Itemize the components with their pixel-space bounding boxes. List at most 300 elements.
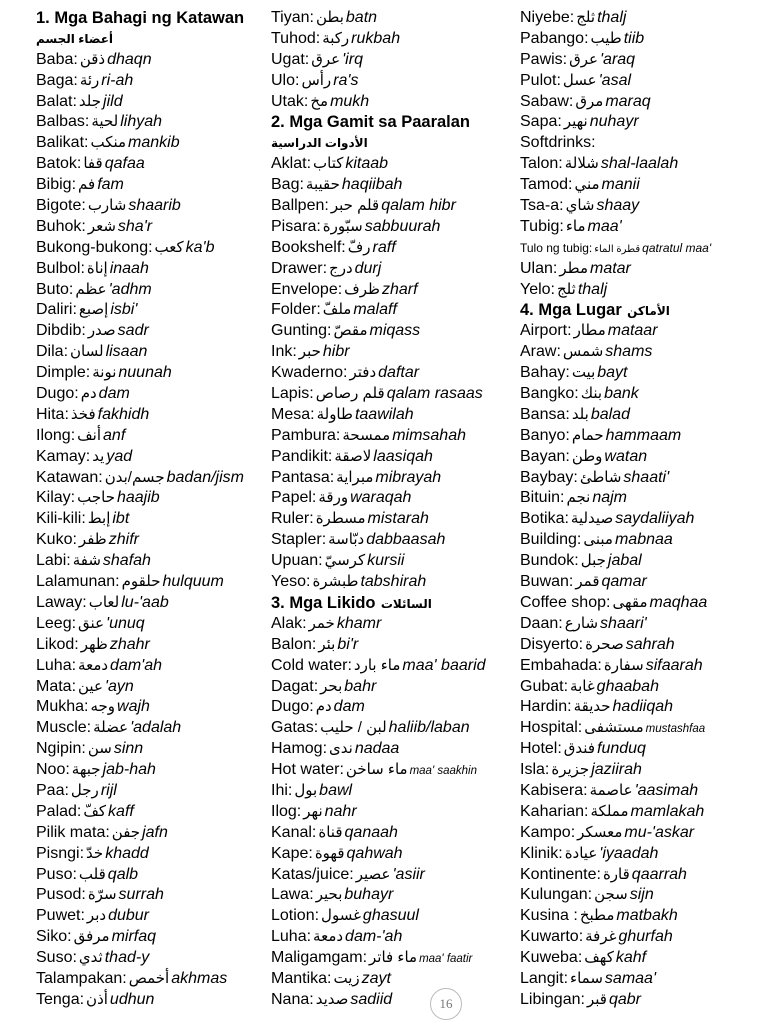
romanization: haajib (116, 489, 160, 507)
vocab-entry (271, 426, 513, 447)
romanization: khamr (336, 614, 382, 632)
arabic-term: شلالة (564, 155, 599, 173)
tagalog-term: Tulo ng tubig: (520, 240, 593, 255)
vocab-entry (520, 906, 765, 927)
arabic-term: بئر (318, 635, 336, 653)
romanization: watan (604, 447, 648, 465)
tagalog-term: Lalamunan: (36, 573, 120, 591)
romanization: hammaam (605, 426, 682, 444)
vocab-entry (271, 718, 513, 739)
tagalog-term: Pawis: (520, 50, 568, 68)
arabic-term: كتاب (313, 155, 344, 173)
tagalog-term: Katas/juice: (271, 865, 354, 883)
vocab-entry (520, 217, 765, 238)
tagalog-term: Buto: (36, 280, 74, 298)
romanization: sijn (629, 886, 654, 904)
arabic-term: مملكة (590, 802, 629, 820)
vocab-entry (36, 196, 268, 217)
arabic-term: سرّة (87, 886, 117, 904)
romanization: shafah (102, 552, 151, 570)
vocab-entry (271, 468, 513, 489)
vocab-entry (520, 781, 765, 802)
tagalog-term: Bookshelf: (271, 238, 346, 256)
vocab-entry (520, 969, 765, 990)
romanization: haqiibah (341, 176, 403, 194)
romanization: dabbaasah (366, 531, 446, 549)
vocab-entry (271, 154, 513, 175)
vocab-entry (36, 363, 268, 384)
romanization: mustashfaa (645, 723, 706, 736)
tagalog-term: Hamog: (271, 740, 328, 758)
tagalog-term: Bangko: (520, 385, 579, 403)
vocab-entry (271, 677, 513, 698)
arabic-term: حاجب (77, 489, 115, 507)
vocab-entry (520, 802, 765, 823)
romanization: qalb (107, 865, 139, 883)
romanization: shaati' (623, 468, 670, 486)
romanization: samaa' (604, 969, 656, 987)
vocab-entry (36, 656, 268, 677)
romanization: hadiiqah (612, 698, 674, 716)
vocab-entry (36, 71, 268, 92)
vocab-entry (271, 342, 513, 363)
vocab-entry (520, 71, 765, 92)
tagalog-term: Klinik: (520, 844, 563, 862)
romanization: dam (98, 385, 130, 403)
romanization: maa' faatir (419, 953, 473, 966)
vocab-entry (36, 990, 268, 1011)
romanization: akhmas (171, 969, 228, 987)
arabic-term: ماء ساخن (345, 761, 408, 779)
section-heading (271, 593, 513, 614)
tagalog-term: Baga: (36, 71, 78, 89)
section-heading-arabic: السائلات (377, 596, 432, 611)
tagalog-term: Baba: (36, 50, 78, 68)
romanization: kahf (615, 949, 647, 967)
section-heading-text: 4. Mga Lugar (520, 301, 622, 320)
vocab-entry (271, 300, 513, 321)
arabic-term: ندى (329, 740, 353, 758)
arabic-term: مستشفى (584, 719, 644, 737)
romanization: mu-'askar (624, 823, 695, 841)
vocab-entry (36, 92, 268, 113)
arabic-term: ثدي (78, 949, 103, 967)
romanization: 'asal (598, 71, 632, 89)
tagalog-term: Mantika: (271, 969, 332, 987)
tagalog-term: Gatas: (271, 719, 319, 737)
arabic-term: شمس (562, 343, 604, 361)
section-heading-text: 3. Mga Likido (271, 593, 376, 612)
tagalog-term: Mata: (36, 677, 77, 695)
tagalog-term: Coffee shop: (520, 593, 611, 611)
arabic-term: دبر (86, 907, 107, 925)
romanization: tabshirah (360, 573, 427, 591)
arabic-term: لعاب (88, 593, 120, 611)
romanization: sabbuurah (364, 217, 441, 235)
tagalog-term: Mesa: (271, 405, 315, 423)
arabic-term: فخذ (70, 405, 96, 423)
tagalog-term: Ngipin: (36, 740, 86, 758)
arabic-term: إبط (87, 510, 111, 528)
vocab-entry (36, 50, 268, 71)
tagalog-term: Dugo: (271, 698, 314, 716)
tagalog-term: Kanal: (271, 823, 317, 841)
tagalog-term: Dugo: (36, 385, 79, 403)
tagalog-term: Ugat: (271, 50, 310, 68)
arabic-term: وطن (571, 447, 603, 465)
section-subheading-arabic: أعضاء الجسم (36, 31, 113, 46)
arabic-term: عسل (562, 71, 597, 89)
romanization: nuhayr (589, 113, 639, 131)
romanization: jab-hah (102, 761, 156, 779)
arabic-term: أذن (86, 990, 108, 1008)
arabic-term: بلد (571, 405, 589, 423)
vocab-entry (271, 50, 513, 71)
tagalog-term: Tsa-a: (520, 197, 564, 215)
tagalog-term: Dila: (36, 343, 69, 361)
tagalog-term: Building: (520, 531, 582, 549)
arabic-term: صدر (87, 322, 116, 340)
vocab-entry (520, 593, 765, 614)
tagalog-term: Ulo: (271, 71, 300, 89)
vocab-entry (36, 280, 268, 301)
tagalog-term: Leeg: (36, 614, 77, 632)
vocab-entry (520, 823, 765, 844)
romanization: laasiqah (373, 447, 433, 465)
vocab-entry (36, 614, 268, 635)
tagalog-term: Kuweba: (520, 949, 583, 967)
vocab-entry (36, 677, 268, 698)
romanization: fakhidh (97, 405, 150, 423)
vocab-entry (36, 885, 268, 906)
vocab-entry (271, 175, 513, 196)
arabic-term: قمر (575, 573, 600, 591)
arabic-term: مرق (575, 92, 604, 110)
romanization: batn (345, 9, 378, 26)
vocab-entry (271, 802, 513, 823)
tagalog-term: Luha: (36, 656, 77, 674)
arabic-term: مرفق (73, 928, 110, 946)
vocab-entry (36, 823, 268, 844)
vocab-entry (36, 969, 268, 990)
vocab-entry (36, 635, 268, 656)
arabic-term: جلد (78, 92, 102, 110)
tagalog-term: Pisngi: (36, 844, 85, 862)
tagalog-term: Tamod: (520, 176, 573, 194)
romanization: 'araq (600, 50, 636, 68)
arabic-term: مطار (573, 322, 606, 340)
vocab-entry (36, 844, 268, 865)
arabic-term: دمعة (313, 928, 344, 946)
tagalog-term: Bukong-bukong: (36, 238, 153, 256)
romanization: lihyah (120, 113, 163, 131)
arabic-term: أنف (77, 426, 102, 444)
tagalog-term: Botika: (520, 510, 569, 528)
tagalog-term: Pulot: (520, 71, 561, 89)
romanization: ghaabah (596, 677, 659, 695)
section-heading (271, 112, 513, 133)
arabic-term: مقصّ (333, 322, 368, 340)
romanization: ka'b (185, 238, 215, 256)
tagalog-term: Disyerto: (520, 635, 584, 653)
vocab-entry (520, 760, 765, 781)
arabic-term: قهوة (314, 844, 345, 862)
vocab-entry (520, 112, 765, 133)
arabic-term: درج (329, 259, 353, 277)
vocab-entry (271, 551, 513, 572)
romanization: haliib/laban (388, 719, 470, 737)
vocab-entry (271, 760, 513, 781)
tagalog-term: Balon: (271, 635, 317, 653)
romanization: badan/jism (166, 468, 244, 486)
arabic-term: مني (574, 176, 600, 194)
arabic-term: مسطرة (315, 510, 366, 528)
tagalog-term: Gubat: (520, 677, 569, 695)
arabic-term: ماء فاتر (369, 949, 418, 967)
arabic-term: حديقة (573, 698, 611, 716)
vocab-entry (271, 447, 513, 468)
arabic-term: ظفر (78, 531, 107, 549)
vocab-entry (36, 572, 268, 593)
tagalog-term: Softdrinks: (520, 134, 596, 152)
tagalog-term: Bansa: (520, 405, 570, 423)
tagalog-term: Dibdib: (36, 322, 86, 340)
tagalog-term: Pandikit: (271, 447, 333, 465)
romanization: shaari' (600, 614, 647, 632)
vocab-entry (36, 760, 268, 781)
romanization: inaah (109, 259, 149, 277)
vocab-entry (271, 865, 513, 886)
arabic-term: عين (78, 677, 103, 695)
arabic-term: سبّورة (322, 217, 363, 235)
arabic-term: يد (92, 447, 105, 465)
tagalog-term: Bag: (271, 176, 304, 194)
vocab-entry (36, 217, 268, 238)
romanization: mibrayah (375, 468, 442, 486)
romanization: rukbah (351, 29, 401, 47)
arabic-term: ماء (565, 217, 586, 235)
romanization: maa' saakhin (409, 765, 477, 778)
romanization: nadaa (354, 740, 400, 758)
vocab-entry (520, 196, 765, 217)
tagalog-term: Dagat: (271, 677, 319, 695)
tagalog-term: Hospital: (520, 719, 583, 737)
vocab-entry (520, 280, 765, 301)
vocab-entry (520, 677, 765, 698)
romanization: 'adalah (130, 719, 182, 737)
section-heading (520, 300, 765, 321)
tagalog-term: Talampakan: (36, 969, 127, 987)
section-heading-text: 1. Mga Bahagi ng Katawan (36, 9, 245, 27)
arabic-term: حبر (298, 343, 321, 361)
romanization: ra's (333, 71, 359, 89)
vocab-entry (271, 92, 513, 113)
vocab-entry (271, 969, 513, 990)
arabic-term: طبشرة (312, 573, 359, 591)
arabic-term: غسول (321, 907, 361, 925)
arabic-term: دفتر (349, 364, 377, 382)
arabic-term: نهر (303, 802, 323, 820)
romanization: nahr (324, 802, 357, 820)
arabic-term: سن (87, 740, 112, 758)
arabic-term: قفا (83, 155, 103, 173)
romanization: kitaab (345, 155, 389, 173)
romanization: jaziirah (591, 761, 642, 779)
arabic-term: قلب (78, 865, 106, 883)
arabic-term: بنك (580, 385, 603, 403)
romanization: taawilah (354, 405, 414, 423)
romanization: manii (601, 176, 640, 194)
romanization: dam'ah (110, 656, 163, 674)
vocab-entry (36, 718, 268, 739)
tagalog-term: Isla: (520, 761, 550, 779)
tagalog-term: Kampo: (520, 823, 576, 841)
arabic-term: ثلج (576, 9, 596, 26)
romanization: wajh (117, 698, 150, 716)
romanization: qatratul maa' (642, 240, 712, 255)
tagalog-term: Folder: (271, 301, 321, 319)
romanization: bayt (597, 364, 628, 382)
romanization: jild (103, 92, 123, 110)
tagalog-term: Tubig: (520, 217, 564, 235)
arabic-term: لبن / حليب (320, 719, 387, 737)
tagalog-term: Daliri: (36, 301, 77, 319)
arabic-term: شارب (87, 197, 127, 215)
arabic-term: ثلج (557, 280, 576, 298)
arabic-term: ماء بارد (353, 656, 401, 674)
tagalog-term: Upuan: (271, 552, 323, 570)
tagalog-term: Lotion: (271, 907, 320, 925)
vocab-entry (36, 342, 268, 363)
tagalog-term: Bahay: (520, 364, 570, 382)
romanization: funduq (597, 740, 646, 758)
romanization: kursii (367, 552, 405, 570)
tagalog-term: Ihi: (271, 781, 293, 799)
romanization: lu-'aab (121, 593, 169, 611)
tagalog-term: Kaharian: (520, 802, 589, 820)
tagalog-term: Baybay: (520, 468, 578, 486)
arabic-term: ركبة (322, 29, 350, 47)
column-3 (520, 8, 765, 1011)
tagalog-term: Pilik mata: (36, 823, 110, 841)
arabic-term: فم (78, 176, 96, 194)
vocab-entry (271, 196, 513, 217)
tagalog-term: Ink: (271, 343, 297, 361)
tagalog-term: Kuwarto: (520, 928, 584, 946)
tagalog-term: Yelo: (520, 280, 555, 298)
tagalog-term: Utak: (271, 92, 309, 110)
romanization: maa' baarid (402, 656, 486, 674)
romanization: thalj (577, 280, 608, 298)
page-number: 16 (430, 988, 462, 1020)
tagalog-term: Yeso: (271, 573, 311, 591)
arabic-term: لحية (91, 113, 119, 131)
arabic-term: دم (315, 698, 332, 716)
tagalog-term: Lapis: (271, 385, 314, 403)
tagalog-term: Kulungan: (520, 886, 593, 904)
vocab-entry (520, 154, 765, 175)
vocab-entry (36, 781, 268, 802)
tagalog-term: Cold water: (271, 656, 352, 674)
arabic-term: عرق (569, 50, 598, 68)
vocab-entry (271, 885, 513, 906)
romanization: maraq (605, 92, 651, 110)
tagalog-term: Ilong: (36, 426, 76, 444)
arabic-term: لسان (70, 343, 104, 361)
arabic-term: مقهى (612, 593, 648, 611)
vocab-entry (271, 948, 513, 969)
romanization: dam (333, 698, 365, 716)
vocab-entry (36, 154, 268, 175)
romanization: 'iyaadah (599, 844, 659, 862)
arabic-term: كهف (584, 949, 614, 967)
romanization: khadd (105, 844, 149, 862)
romanization: sahrah (625, 635, 675, 653)
vocab-entry (271, 739, 513, 760)
arabic-term: كعب (154, 238, 184, 256)
romanization: hulquum (162, 573, 224, 591)
romanization: matbakh (616, 907, 678, 925)
romanization: qaarrah (631, 865, 687, 883)
arabic-term: قلم حبر (330, 197, 380, 215)
vocab-entry (36, 551, 268, 572)
arabic-term: دبّاسة (328, 531, 365, 549)
tagalog-term: Katawan: (36, 468, 103, 486)
tagalog-term: Gunting: (271, 322, 332, 340)
vocab-entry (520, 175, 765, 196)
romanization: 'asiir (392, 865, 425, 883)
romanization: sha'r (117, 217, 153, 235)
arabic-term: شاطئ (579, 468, 622, 486)
tagalog-term: Hotel: (520, 740, 562, 758)
arabic-term: بحر (320, 677, 343, 695)
tagalog-term: Pusod: (36, 886, 86, 904)
tagalog-term: Embahada: (520, 656, 602, 674)
romanization: qahwah (346, 844, 403, 862)
vocab-entry (520, 551, 765, 572)
romanization: nuunah (118, 364, 172, 382)
romanization: qafaa (104, 155, 145, 173)
arabic-term: ملفّ (322, 301, 352, 319)
tagalog-term: Stapler: (271, 531, 327, 549)
vocab-entry (271, 927, 513, 948)
vocab-entry (520, 405, 765, 426)
romanization: shal-laalah (600, 155, 679, 173)
vocab-entry (520, 426, 765, 447)
vocab-entry (520, 885, 765, 906)
tagalog-term: Kape: (271, 844, 313, 862)
romanization: qalam hibr (381, 197, 456, 215)
tagalog-term: Ulan: (520, 259, 558, 277)
romanization: buhayr (344, 886, 394, 904)
romanization: dhaqn (107, 50, 152, 68)
tagalog-term: Balat: (36, 92, 77, 110)
tagalog-term: Puwet: (36, 907, 85, 925)
romanization: shaarib (128, 197, 181, 215)
vocab-entry (520, 447, 765, 468)
tagalog-term: Banyo: (520, 426, 570, 444)
romanization: ghasuul (362, 907, 419, 925)
arabic-term: فندق (563, 740, 596, 758)
vocab-entry (36, 426, 268, 447)
arabic-term: إصبع (78, 301, 109, 319)
arabic-term: معسكر (577, 823, 623, 841)
romanization: 'unuq (106, 614, 145, 632)
romanization: mukh (330, 92, 370, 110)
romanization: ghurfah (618, 928, 673, 946)
vocab-entry (520, 718, 765, 739)
vocab-entry (271, 259, 513, 280)
